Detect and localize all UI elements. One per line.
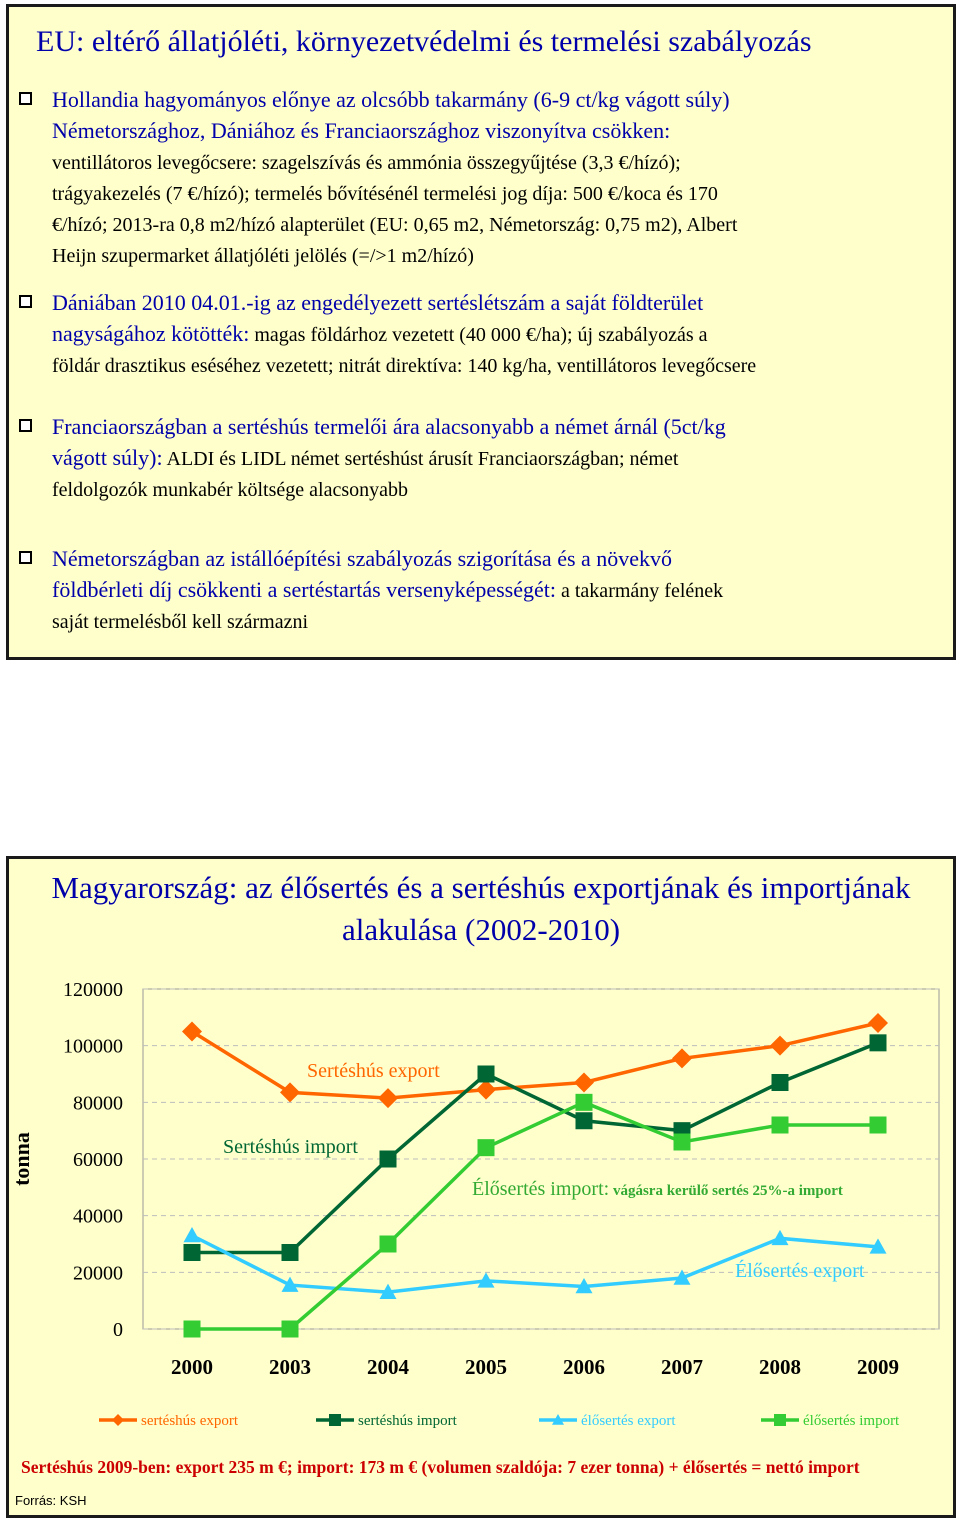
chart-footnote: Sertéshús 2009-ben: export 235 m €; import: 173 m € (volumen szaldója: 7 ezer tonna) + élősertés = nettó import [21, 1457, 860, 1477]
y-tick-label: 40000 [73, 1205, 123, 1228]
x-tick-label: 2004 [367, 1355, 409, 1379]
data-point [378, 1088, 398, 1108]
y-tick-label: 100000 [63, 1035, 123, 1058]
annotation-pork-import: Sertéshús import [223, 1136, 358, 1158]
checkbox-bullet-icon [19, 295, 32, 308]
bullet-denmark [19, 288, 960, 381]
legend-marker [329, 1414, 341, 1426]
data-point [672, 1048, 692, 1068]
x-tick-label: 2005 [465, 1355, 507, 1379]
y-tick-label: 60000 [73, 1149, 123, 1171]
legend-marker [112, 1414, 124, 1426]
bullet-text: Franciaországban a sertéshús termelői ára alacsonyabb a német árnál (5ct/kg vágott súly): ALDI és LIDL német sertéshúst árusít Franciaországban; német feldolgozók munkabér költsége alacsonyabb [52, 414, 726, 501]
x-tick-label: 2000 [171, 1355, 213, 1379]
data-point [380, 1151, 397, 1168]
y-axis-label: tonna [9, 1132, 34, 1186]
data-point [772, 1074, 789, 1091]
slide-title: EU: eltérő állatjóléti, környezetvédelmi és termelési szabályozás [36, 25, 812, 58]
bullet-france [19, 412, 960, 505]
x-tick-label: 2006 [563, 1355, 605, 1379]
legend-label: sertéshús export [141, 1413, 239, 1429]
x-tick-label: 2008 [759, 1355, 801, 1379]
chart-canvas [9, 859, 953, 1515]
y-tick-label: 80000 [73, 1092, 123, 1115]
data-point [280, 1082, 300, 1102]
y-tick-label: 20000 [73, 1262, 123, 1285]
legend-label: élősertés export [581, 1413, 676, 1429]
data-point [478, 1139, 495, 1156]
bullet-germany [19, 544, 960, 637]
checkbox-bullet-icon [19, 551, 32, 564]
data-point [184, 1227, 201, 1242]
annotation-live-import: Élősertés import: vágásra kerülő sertés 25%-a import [472, 1178, 843, 1200]
data-point [870, 1117, 887, 1134]
data-point [184, 1244, 201, 1261]
y-tick-label: 120000 [63, 979, 123, 1001]
bullet-text: Németországban az istállóépítési szabályozás szigorítása és a növekvő földbérleti díj csökkenti a sertéstartás versenyképességét: a takarmány felének saját termelésből kell származni [52, 546, 724, 633]
bullet-text: Dániában 2010 04.01.-ig az engedélyezett sertéslétszám a saját földterület nagyságához kötötték: magas földárhoz vezetett (40 000 €/ha); új szabályozás a földár drasztikus eséséhez vezetett; nitrát direktíva: 140 kg/ha, ventillátoros levegőcsere [52, 290, 757, 377]
checkbox-bullet-icon [19, 92, 32, 105]
data-point [282, 1244, 299, 1261]
data-point [476, 1080, 496, 1100]
bullet-text: Hollandia hagyományos előnye az olcsóbb takarmány (6-9 ct/kg vágott súly) Németországhoz, Dániához és Franciaországhoz viszonyítva csökken: ventillátoros levegőcsere: szagelszívás és ammónia összegyűjtése (3,3 €/hízó); trágyakezelés (7 €/hízó); termelés bővítésénél termelési jog díja: 500 €/koca és 170 €/hízó; 2013-ra 0,8 m2/hízó alapterület (EU: 0,65 m2, Németország: 0,75 m2), Albert Heijn szupermarket állatjóléti jelölés (=/>1 m2/hízó) [52, 87, 738, 267]
legend-label: sertéshús import [358, 1413, 457, 1429]
x-tick-label: 2009 [857, 1355, 899, 1379]
chart-slide [6, 856, 956, 1518]
legend-label: élősertés import [803, 1413, 900, 1429]
data-point [380, 1236, 397, 1253]
y-tick-label: 0 [113, 1319, 123, 1341]
data-point [574, 1073, 594, 1093]
data-point [770, 1036, 790, 1056]
data-point [184, 1321, 201, 1338]
data-point [182, 1022, 202, 1042]
bullet-netherlands [19, 85, 960, 271]
annotation-live-export: Élősertés export [735, 1260, 865, 1282]
data-point [868, 1013, 888, 1033]
data-point [478, 1066, 495, 1083]
x-tick-label: 2003 [269, 1355, 311, 1379]
annotation-pork-export: Sertéshús export [307, 1060, 440, 1082]
data-point [674, 1134, 691, 1151]
data-point [870, 1034, 887, 1051]
legend-marker [774, 1414, 786, 1426]
policy-slide [6, 4, 956, 660]
data-point [772, 1117, 789, 1134]
x-tick-label: 2007 [661, 1355, 703, 1379]
chart-title: Magyarország: az élősertés és a sertéshús exportjának és importjának alakulása (2002-2010) [51, 870, 911, 947]
data-point [282, 1321, 299, 1338]
data-point [576, 1112, 593, 1129]
source-note: Forrás: KSH [15, 1493, 87, 1508]
checkbox-bullet-icon [19, 419, 32, 432]
data-point [576, 1094, 593, 1111]
